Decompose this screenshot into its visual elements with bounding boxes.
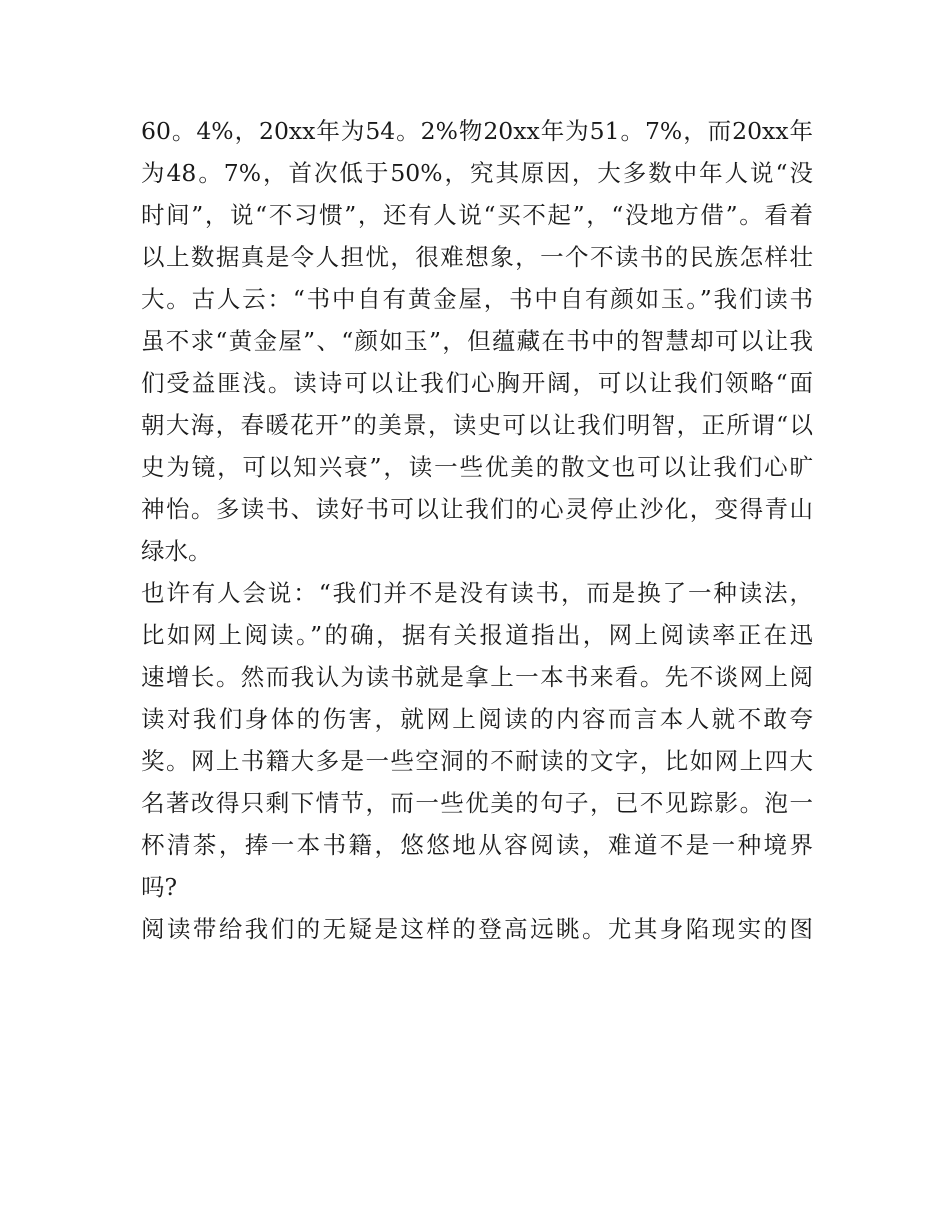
text-line: 时间”，说“不习惯”，还有人说“买不起”，“没地方借”。看着: [141, 201, 813, 229]
text-line: 以上数据真是令人担忧，很难想象，一个不读书的民族怎样壮: [141, 243, 813, 271]
text-line: 吗?: [141, 873, 178, 901]
text-line: 奖。网上书籍大多是一些空洞的不耐读的文字，比如网上四大: [141, 747, 813, 775]
paragraph-online-reading: [141, 572, 813, 908]
text-line: 阅读带给我们的无疑是这样的登高远眺。尤其身陷现实的图: [141, 915, 813, 943]
text-line: 为48。7%，首次低于50%，究其原因，大多数中年人说“没: [141, 159, 813, 187]
text-line: 名著改得只剩下情节，而一些优美的句子，已不见踪影。泡一: [141, 789, 813, 817]
text-line: 虽不求“黄金屋”、“颜如玉”，但蕴藏在书中的智慧却可以让我: [141, 327, 813, 355]
text-line: 神怡。多读书、读好书可以让我们的心灵停止沙化，变得青山: [141, 495, 813, 523]
text-line: 也许有人会说：“我们并不是没有读书，而是换了一种读法，: [141, 579, 813, 607]
text-line: 们受益匪浅。读诗可以让我们心胸开阔，可以让我们领略“面: [141, 369, 813, 397]
paragraph-reading-benefits: [141, 908, 813, 950]
paragraph-reading-statistics: [141, 110, 813, 572]
text-line: 比如网上阅读。”的确，据有关报道指出，网上阅读率正在迅: [141, 621, 813, 649]
text-line: 绿水。: [141, 537, 212, 565]
text-line: 60。4%，20xx年为54。2%物20xx年为51。7%，而20xx年: [141, 117, 813, 145]
text-line: 史为镜，可以知兴衰”，读一些优美的散文也可以让我们心旷: [141, 453, 813, 481]
text-line: 朝大海，春暖花开”的美景，读史可以让我们明智，正所谓“以: [141, 411, 813, 439]
body-text: [141, 110, 813, 950]
text-line: 速增长。然而我认为读书就是拿上一本书来看。先不谈网上阅: [141, 663, 813, 691]
text-line: 杯清茶，捧一本书籍，悠悠地从容阅读，难道不是一种境界: [141, 831, 813, 859]
text-line: 读对我们身体的伤害，就网上阅读的内容而言本人就不敢夸: [141, 705, 813, 733]
text-line: 大。古人云：“书中自有黄金屋，书中自有颜如玉。”我们读书: [141, 285, 813, 313]
